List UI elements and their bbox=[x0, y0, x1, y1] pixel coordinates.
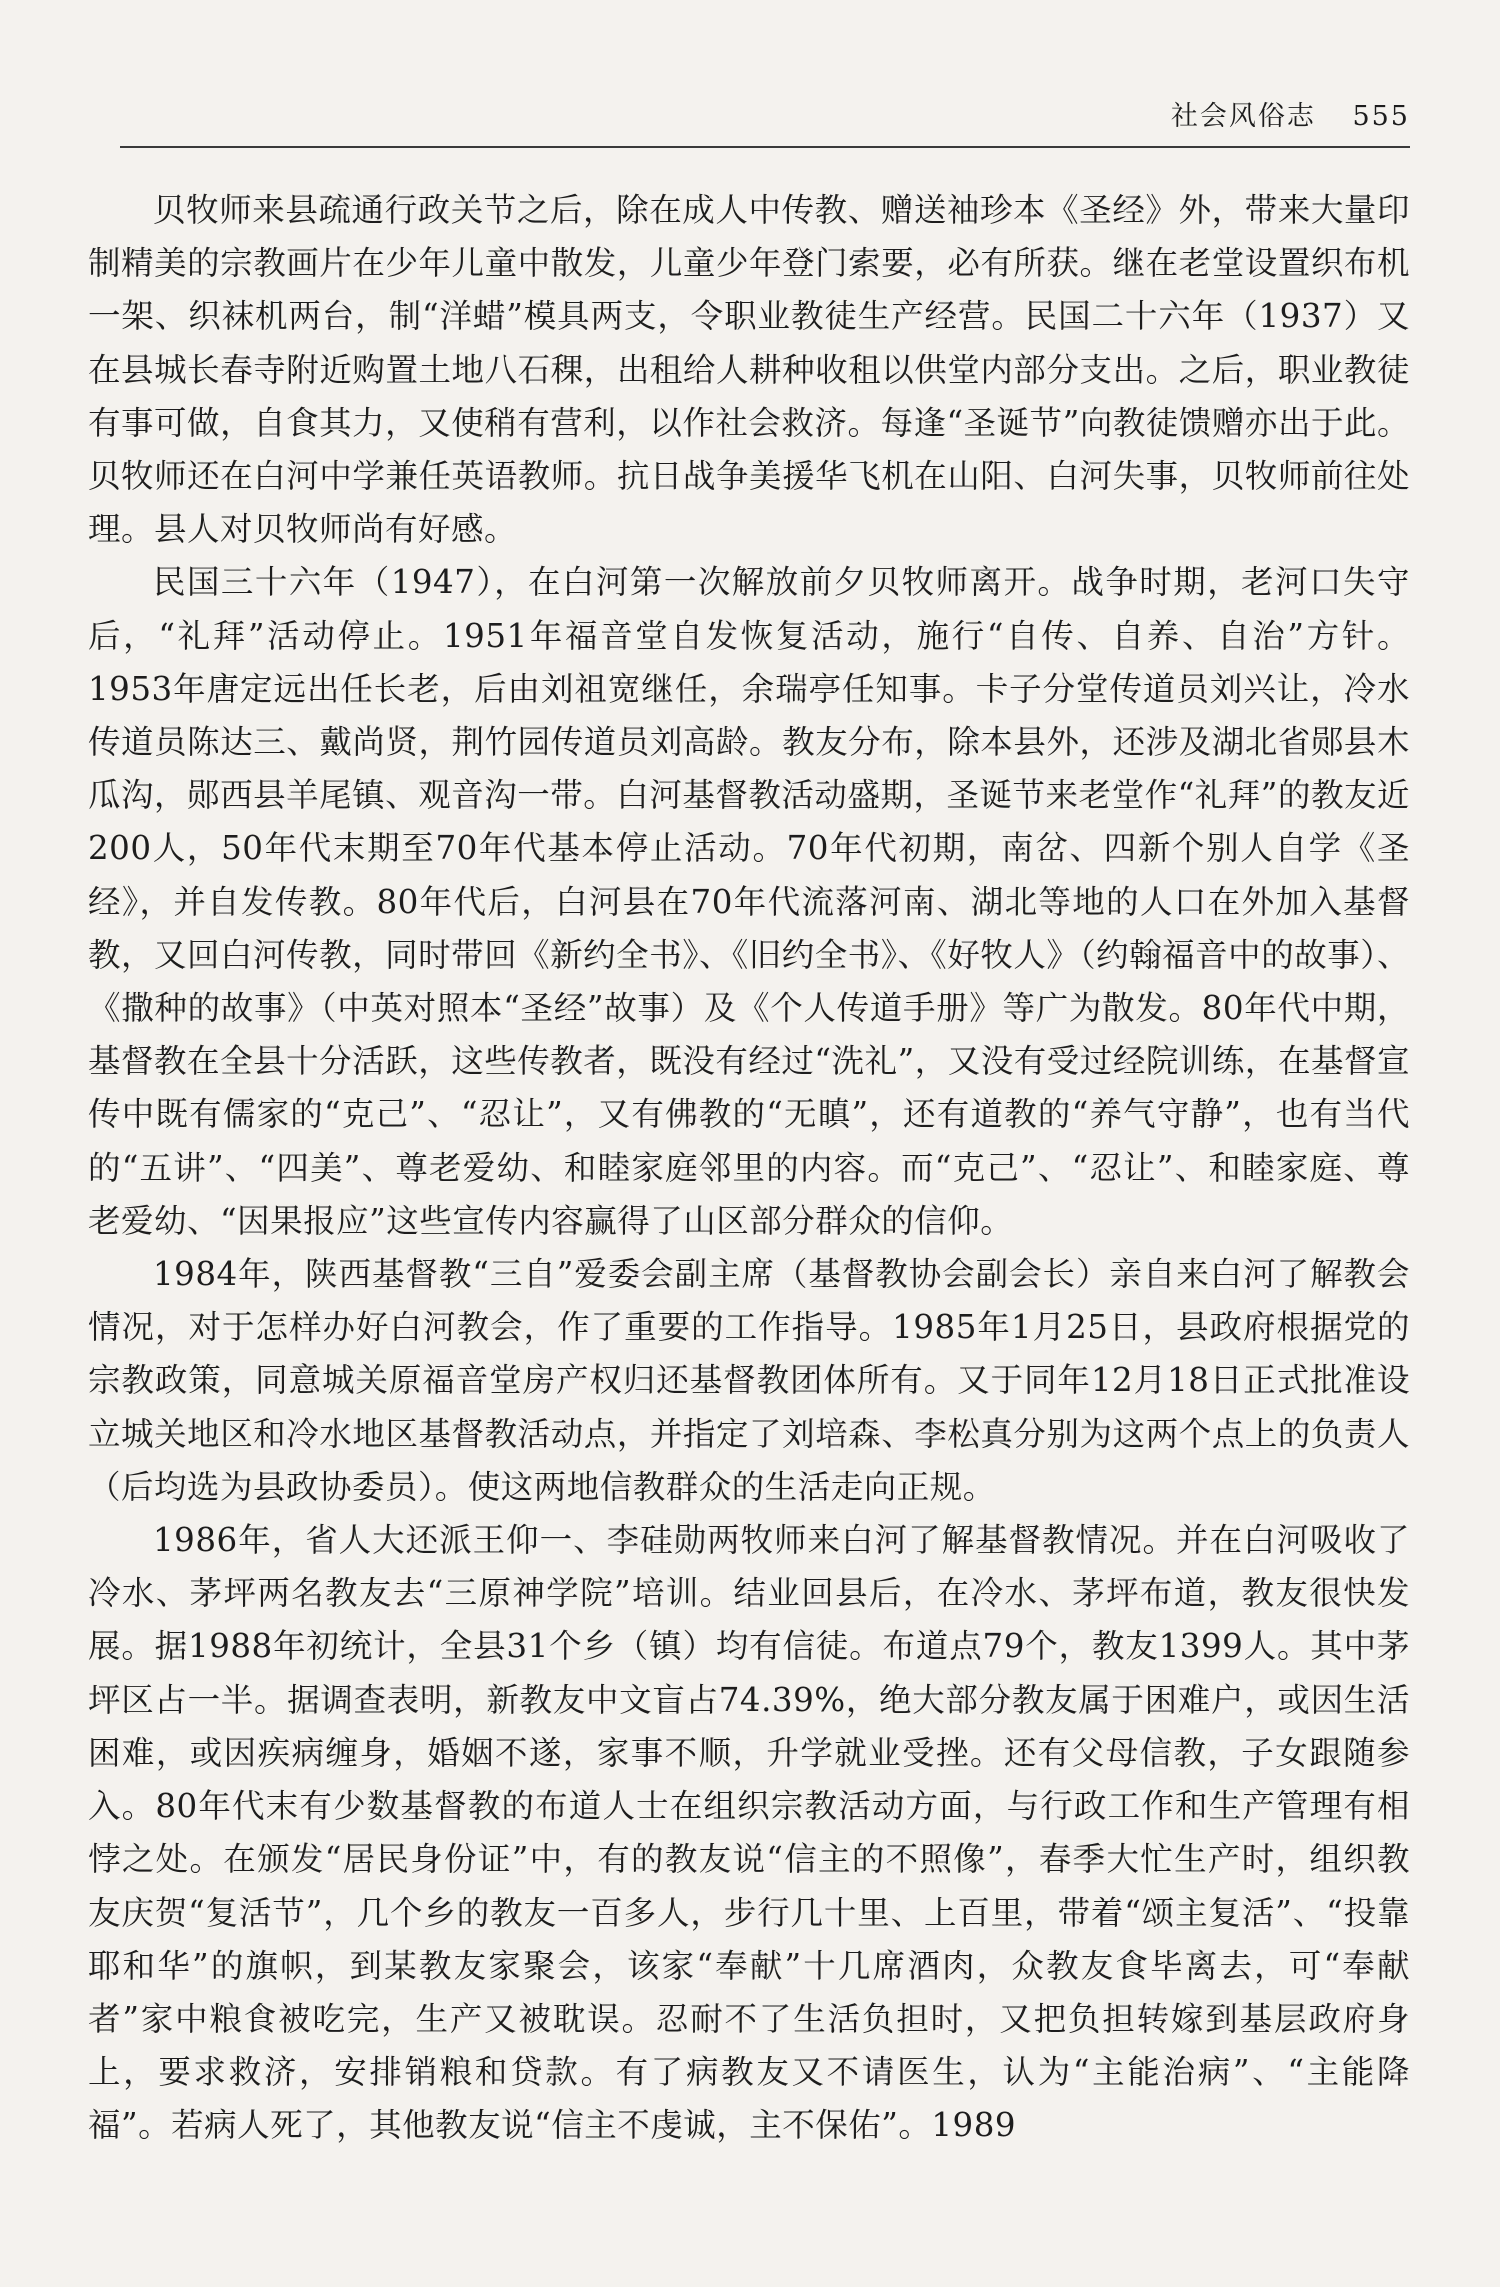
running-head bbox=[1171, 94, 1410, 133]
paragraph-2: 民国三十六年（1947），在白河第一次解放前夕贝牧师离开。战争时期，老河口失守后，“礼拜”活动停止。1951年福音堂自发恢复活动，施行“自传、自养、自治”方针。1953年唐定远出任长老，后由刘祖宽继任，余瑞亭任知事。卡子分堂传道员刘兴让，冷水传道员陈达三、戴尚贤，荆竹园传道员刘高龄。教友分布，除本县外，还涉及湖北省郧县木瓜沟，郧西县羊尾镇、观音沟一带。白河基督教活动盛期，圣诞节来老堂作“礼拜”的教友近200人，50年代末期至70年代基本停止活动。70年代初期，南岔、四新个别人自学《圣经》，并自发传教。80年代后，白河县在70年代流落河南、湖北等地的人口在外加入基督教，又回白河传教，同时带回《新约全书》、《旧约全书》、《好牧人》（约翰福音中的故事）、《撒种的故事》（中英对照本“圣经”故事）及《个人传道手册》等广为散发。80年代中期，基督教在全县十分活跃，这些传教者，既没有经过“洗礼”，又没有受过经院训练，在基督宣传中既有儒家的“克己”、“忍让”，又有佛教的“无瞋”，还有道教的“养气守静”，也有当代的“五讲”、“四美”、尊老爱幼、和睦家庭邻里的内容。而“克己”、“忍让”、和睦家庭、尊老爱幼、“因果报应”这些宣传内容赢得了山区部分群众的信仰。 bbox=[88, 563, 1410, 1240]
paragraph-4: 1986年，省人大还派王仰一、李硅勋两牧师来白河了解基督教情况。并在白河吸收了冷水、茅坪两名教友去“三原神学院”培训。结业回县后，在冷水、茅坪布道，教友很快发展。据1988年初统计，全县31个乡（镇）均有信徒。布道点79个，教友1399人。其中茅坪区占一半。据调查表明，新教友中文盲占74.39%，绝大部分教友属于困难户，或因生活困难，或因疾病缠身，婚姻不遂，家事不顺，升学就业受挫。还有父母信教，子女跟随参入。80年代末有少数基督教的布道人士在组织宗教活动方面，与行政工作和生产管理有相悖之处。在颁发“居民身份证”中，有的教友说“信主的不照像”，春季大忙生产时，组织教友庆贺“复活节”，几个乡的教友一百多人，步行几十里、上百里，带着“颂主复活”、“投靠耶和华”的旗帜，到某教友家聚会，该家“奉献”十几席酒肉，众教友食毕离去，可“奉献者”家中粮食被吃完，生产又被耽误。忍耐不了生活负担时，又把负担转嫁到基层政府身上，要求救济，安排销粮和贷款。有了病教友又不请医生，认为“主能治病”、“主能降福”。若病人死了，其他教友说“信主不虔诚，主不保佑”。1989 bbox=[88, 1521, 1410, 2145]
body-text bbox=[88, 184, 1410, 2153]
paragraph-3: 1984年，陕西基督教“三自”爱委会副主席（基督教协会副会长）亲自来白河了解教会情况，对于怎样办好白河教会，作了重要的工作指导。1985年1月25日，县政府根据党的宗教政策，同意城关原福音堂房产权归还基督教团体所有。又于同年12月18日正式批准设立城关地区和冷水地区基督教活动点，并指定了刘培森、李松真分别为这两个点上的负责人（后均选为县政协委员）。使这两地信教群众的生活走向正规。 bbox=[88, 1255, 1410, 1506]
page-header bbox=[120, 84, 1410, 148]
page-number: 555 bbox=[1352, 101, 1410, 132]
section-title: 社会风俗志 bbox=[1170, 101, 1316, 132]
paragraph-1: 贝牧师来县疏通行政关节之后，除在成人中传教、赠送袖珍本《圣经》外，带来大量印制精美的宗教画片在少年儿童中散发，儿童少年登门索要，必有所获。继在老堂设置织布机一架、织袜机两台，制“洋蜡”模具两支，令职业教徒生产经营。民国二十六年（1937）又在县城长春寺附近购置土地八石稞，出租给人耕种收租以供堂内部分支出。之后，职业教徒有事可做，自食其力，又使稍有营利，以作社会救济。每逢“圣诞节”向教徒馈赠亦出于此。贝牧师还在白河中学兼任英语教师。抗日战争美援华飞机在山阳、白河失事，贝牧师前往处理。县人对贝牧师尚有好感。 bbox=[88, 191, 1410, 549]
